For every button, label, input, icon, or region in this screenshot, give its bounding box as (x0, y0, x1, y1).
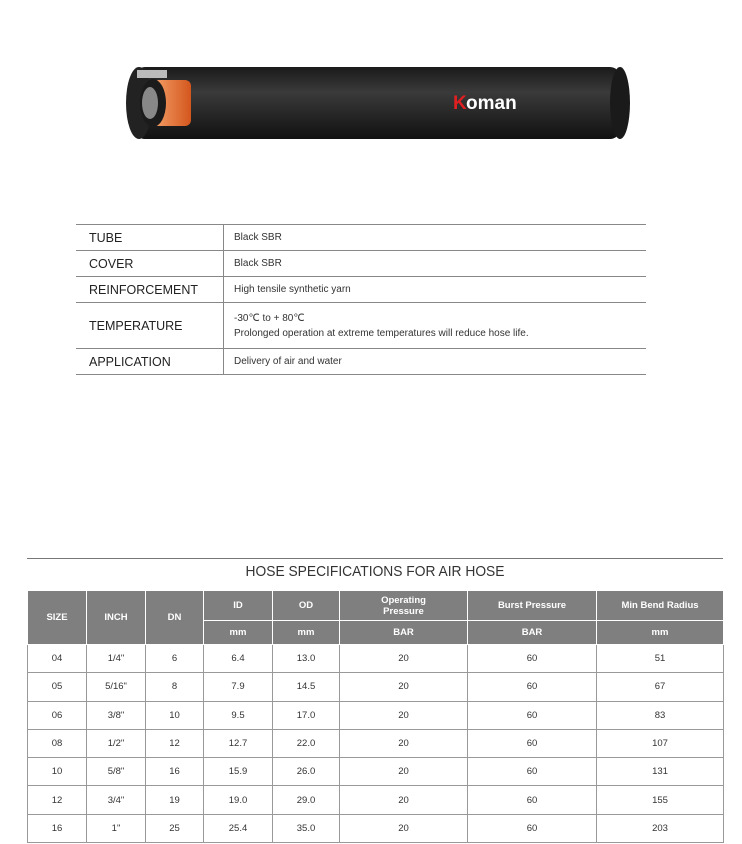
table-row (28, 814, 724, 842)
table-cell: 7.9 (204, 673, 273, 701)
divider (27, 558, 723, 559)
table-cell: 19 (146, 786, 204, 814)
table-row (28, 729, 724, 757)
table-cell: 20 (340, 701, 468, 729)
property-value: High tensile synthetic yarn (224, 277, 647, 303)
header-inch: INCH (87, 591, 146, 645)
table-cell: 60 (468, 814, 597, 842)
property-value: Delivery of air and water (224, 349, 647, 375)
table-cell: 1/4" (87, 645, 146, 673)
table-cell: 19.0 (204, 786, 273, 814)
unit-min-bend-radius: mm (597, 621, 724, 645)
table-cell: 107 (597, 729, 724, 757)
specs-title: HOSE SPECIFICATIONS FOR AIR HOSE (245, 563, 505, 580)
unit-id: mm (204, 621, 273, 645)
header-dn: DN (146, 591, 204, 645)
table-cell: 5/8" (87, 758, 146, 786)
table-row (28, 645, 724, 673)
table-cell: 06 (28, 701, 87, 729)
property-row (76, 303, 646, 349)
table-cell: 04 (28, 645, 87, 673)
svg-text:K: K (453, 93, 467, 114)
table-cell: 20 (340, 729, 468, 757)
unit-burst-pressure: BAR (468, 621, 597, 645)
table-cell: 5/16" (87, 673, 146, 701)
table-cell: 83 (597, 701, 724, 729)
table-row (28, 786, 724, 814)
table-cell: 20 (340, 814, 468, 842)
table-cell: 14.5 (273, 673, 340, 701)
unit-od: mm (273, 621, 340, 645)
table-cell: 12 (146, 729, 204, 757)
table-cell: 25 (146, 814, 204, 842)
table-cell: 155 (597, 786, 724, 814)
table-cell: 6.4 (204, 645, 273, 673)
table-row (28, 701, 724, 729)
table-cell: 10 (146, 701, 204, 729)
table-cell: 67 (597, 673, 724, 701)
table-cell: 12 (28, 786, 87, 814)
property-label: REINFORCEMENT (76, 277, 224, 303)
table-cell: 13.0 (273, 645, 340, 673)
property-row (76, 225, 646, 251)
table-cell: 17.0 (273, 701, 340, 729)
unit-operating-pressure: BAR (340, 621, 468, 645)
property-label: TEMPERATURE (76, 303, 224, 349)
table-cell: 60 (468, 701, 597, 729)
property-label: APPLICATION (76, 349, 224, 375)
temperature-range: -30℃ to + 80℃ (234, 312, 305, 324)
table-cell: 25.4 (204, 814, 273, 842)
table-cell: 08 (28, 729, 87, 757)
table-cell: 203 (597, 814, 724, 842)
table-cell: 20 (340, 786, 468, 814)
table-cell: 6 (146, 645, 204, 673)
table-cell: 60 (468, 645, 597, 673)
table-cell: 20 (340, 758, 468, 786)
table-cell: 3/8" (87, 701, 146, 729)
table-cell: 10 (28, 758, 87, 786)
table-row (28, 673, 724, 701)
hose-image (125, 66, 630, 140)
table-cell: 22.0 (273, 729, 340, 757)
table-cell: 60 (468, 673, 597, 701)
svg-text:oman: oman (466, 93, 517, 114)
table-cell: 05 (28, 673, 87, 701)
property-row (76, 251, 646, 277)
property-label: TUBE (76, 225, 224, 251)
header-id: ID (204, 591, 273, 621)
table-cell: 131 (597, 758, 724, 786)
property-value: Black SBR (224, 251, 647, 277)
table-cell: 8 (146, 673, 204, 701)
table-cell: 16 (146, 758, 204, 786)
header-min-bend-radius: Min Bend Radius (597, 591, 724, 621)
table-cell: 12.7 (204, 729, 273, 757)
temperature-note: Prolonged operation at extreme temperatures will reduce hose life. (234, 327, 529, 339)
table-cell: 3/4" (87, 786, 146, 814)
header-od: OD (273, 591, 340, 621)
table-cell: 20 (340, 673, 468, 701)
header-size: SIZE (28, 591, 87, 645)
hose-specs-table (27, 590, 724, 843)
table-cell: 1/2" (87, 729, 146, 757)
table-cell: 51 (597, 645, 724, 673)
table-cell: 9.5 (204, 701, 273, 729)
property-label: COVER (76, 251, 224, 277)
table-cell: 26.0 (273, 758, 340, 786)
table-cell: 20 (340, 645, 468, 673)
properties-table (76, 224, 646, 375)
table-cell: 60 (468, 786, 597, 814)
table-cell: 16 (28, 814, 87, 842)
property-row (76, 277, 646, 303)
table-cell: 35.0 (273, 814, 340, 842)
koman-logo (453, 93, 517, 114)
property-row (76, 349, 646, 375)
table-cell: 60 (468, 758, 597, 786)
header-operating-pressure: Operating Pressure (340, 591, 468, 621)
table-cell: 29.0 (273, 786, 340, 814)
table-cell: 1" (87, 814, 146, 842)
property-value: Black SBR (224, 225, 647, 251)
table-row (28, 758, 724, 786)
header-burst-pressure: Burst Pressure (468, 591, 597, 621)
property-value (224, 303, 647, 349)
table-cell: 60 (468, 729, 597, 757)
table-cell: 15.9 (204, 758, 273, 786)
